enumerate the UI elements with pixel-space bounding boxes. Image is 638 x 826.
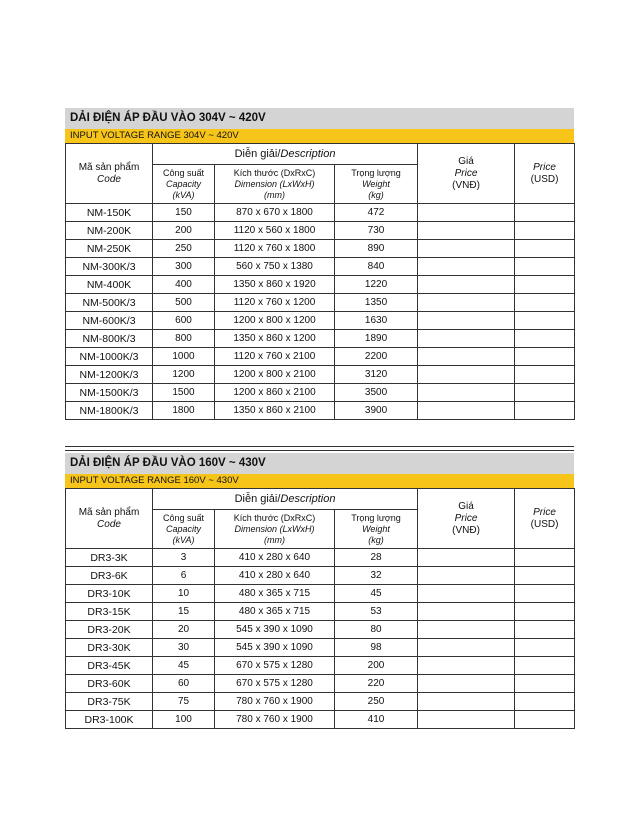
header-price-usd-unit: (USD) — [530, 518, 559, 530]
cell-code: DR3-6K — [66, 567, 153, 585]
cell-price-vnd — [418, 240, 515, 258]
cell-price-usd — [515, 585, 575, 603]
header-dim-en: Dimension (LxWxH) — [234, 523, 315, 534]
header-dim-unit: (mm) — [264, 534, 285, 545]
section-title: DẢI ĐIỆN ÁP ĐẦU VÀO 160V ~ 430V — [65, 453, 574, 474]
cell-capacity: 400 — [153, 276, 215, 294]
cell-price-vnd — [418, 693, 515, 711]
header-price-vnd — [418, 489, 515, 549]
cell-price-usd — [515, 603, 575, 621]
cell-weight: 840 — [335, 258, 418, 276]
header-cap-en: Capacity — [165, 523, 201, 534]
cell-code: NM-250K — [66, 240, 153, 258]
cell-price-usd — [515, 258, 575, 276]
header-wt-vi: Trọng lượng — [351, 512, 401, 523]
cell-price-usd — [515, 294, 575, 312]
table-row — [66, 711, 575, 729]
cell-dimension: 480 x 365 x 715 — [215, 603, 335, 621]
table-row — [66, 549, 575, 567]
header-price-usd-en: Price — [533, 506, 556, 518]
cell-price-usd — [515, 240, 575, 258]
cell-capacity: 200 — [153, 222, 215, 240]
table-row — [66, 240, 575, 258]
table-row — [66, 366, 575, 384]
cell-price-usd — [515, 549, 575, 567]
cell-price-vnd — [418, 675, 515, 693]
table-row — [66, 384, 575, 402]
cell-price-vnd — [418, 384, 515, 402]
header-code-en: Code — [97, 173, 121, 185]
header-wt-vi: Trọng lượng — [351, 167, 401, 178]
cell-code: NM-1800K/3 — [66, 402, 153, 420]
cell-price-usd — [515, 348, 575, 366]
header-cap-vi: Công suất — [162, 167, 205, 178]
cell-price-vnd — [418, 402, 515, 420]
cell-code: NM-1500K/3 — [66, 384, 153, 402]
header-price-vnd-en: Price — [454, 167, 478, 179]
cell-price-vnd — [418, 204, 515, 222]
header-wt-unit: (kg) — [368, 189, 384, 200]
cell-weight: 3500 — [335, 384, 418, 402]
cell-price-vnd — [418, 276, 515, 294]
table-row — [66, 567, 575, 585]
cell-price-usd — [515, 330, 575, 348]
cell-weight: 53 — [335, 603, 418, 621]
cell-weight: 730 — [335, 222, 418, 240]
cell-capacity: 600 — [153, 312, 215, 330]
cell-capacity: 800 — [153, 330, 215, 348]
cell-capacity: 10 — [153, 585, 215, 603]
cell-capacity: 500 — [153, 294, 215, 312]
header-price-vnd-en: Price — [454, 512, 478, 524]
cell-price-usd — [515, 366, 575, 384]
cell-price-usd — [515, 693, 575, 711]
cell-dimension: 1200 x 860 x 2100 — [215, 384, 335, 402]
cell-price-usd — [515, 384, 575, 402]
cell-code: NM-200K — [66, 222, 153, 240]
table-row — [66, 675, 575, 693]
cell-price-vnd — [418, 222, 515, 240]
header-dim-vi: Kích thước (DxRxC) — [233, 512, 316, 523]
header-dimension — [215, 510, 335, 549]
header-desc-en: Description — [280, 493, 336, 505]
header-dimension — [215, 165, 335, 204]
table-row — [66, 621, 575, 639]
table-row — [66, 222, 575, 240]
cell-dimension: 545 x 390 x 1090 — [215, 639, 335, 657]
header-dim-en: Dimension (LxWxH) — [234, 178, 315, 189]
table-row — [66, 258, 575, 276]
cell-price-usd — [515, 621, 575, 639]
cell-price-vnd — [418, 549, 515, 567]
header-wt-en: Weight — [362, 178, 390, 189]
cell-weight: 1220 — [335, 276, 418, 294]
cell-price-usd — [515, 567, 575, 585]
cell-code: NM-1200K/3 — [66, 366, 153, 384]
cell-price-usd — [515, 711, 575, 729]
header-cap-vi: Công suất — [162, 512, 205, 523]
section-subtitle: INPUT VOLTAGE RANGE 304V ~ 420V — [65, 129, 574, 143]
table-row — [66, 402, 575, 420]
cell-code: DR3-30K — [66, 639, 153, 657]
table-row — [66, 204, 575, 222]
cell-code: NM-800K/3 — [66, 330, 153, 348]
header-code-en: Code — [97, 518, 121, 530]
cell-price-usd — [515, 312, 575, 330]
cell-capacity: 15 — [153, 603, 215, 621]
table-row — [66, 294, 575, 312]
table-body — [66, 549, 575, 729]
cell-dimension: 480 x 365 x 715 — [215, 585, 335, 603]
cell-dimension: 670 x 575 x 1280 — [215, 657, 335, 675]
header-price-usd — [515, 144, 575, 204]
table-row — [66, 276, 575, 294]
cell-code: NM-500K/3 — [66, 294, 153, 312]
table-body — [66, 204, 575, 420]
header-dim-unit: (mm) — [264, 189, 285, 200]
table-row — [66, 330, 575, 348]
cell-weight: 80 — [335, 621, 418, 639]
cell-capacity: 300 — [153, 258, 215, 276]
header-dim-vi: Kích thước (DxRxC) — [233, 167, 316, 178]
cell-weight: 32 — [335, 567, 418, 585]
cell-dimension: 870 x 670 x 1800 — [215, 204, 335, 222]
cell-price-usd — [515, 276, 575, 294]
section-divider — [65, 446, 574, 451]
header-description — [153, 489, 418, 510]
header-capacity — [153, 165, 215, 204]
header-wt-unit: (kg) — [368, 534, 384, 545]
cell-price-usd — [515, 675, 575, 693]
table-row — [66, 585, 575, 603]
cell-dimension: 1120 x 760 x 1200 — [215, 294, 335, 312]
cell-dimension: 1120 x 760 x 1800 — [215, 240, 335, 258]
cell-price-vnd — [418, 603, 515, 621]
cell-capacity: 30 — [153, 639, 215, 657]
cell-capacity: 1500 — [153, 384, 215, 402]
header-cap-unit: (kVA) — [172, 189, 195, 200]
cell-price-vnd — [418, 585, 515, 603]
cell-price-vnd — [418, 258, 515, 276]
header-weight — [335, 510, 418, 549]
cell-code: DR3-10K — [66, 585, 153, 603]
header-code-vi: Mã sản phẩm — [78, 161, 140, 173]
cell-code: NM-600K/3 — [66, 312, 153, 330]
header-price-usd-unit: (USD) — [530, 173, 559, 185]
section-304-420 — [65, 108, 574, 420]
cell-dimension: 1350 x 860 x 2100 — [215, 402, 335, 420]
cell-capacity: 1200 — [153, 366, 215, 384]
cell-price-vnd — [418, 711, 515, 729]
cell-capacity: 1000 — [153, 348, 215, 366]
cell-code: DR3-100K — [66, 711, 153, 729]
cell-dimension: 545 x 390 x 1090 — [215, 621, 335, 639]
cell-capacity: 20 — [153, 621, 215, 639]
cell-weight: 2200 — [335, 348, 418, 366]
cell-weight: 98 — [335, 639, 418, 657]
cell-capacity: 60 — [153, 675, 215, 693]
cell-weight: 472 — [335, 204, 418, 222]
cell-weight: 250 — [335, 693, 418, 711]
section-160-430 — [65, 453, 574, 729]
header-wt-en: Weight — [362, 523, 390, 534]
cell-dimension: 560 x 750 x 1380 — [215, 258, 335, 276]
cell-price-vnd — [418, 366, 515, 384]
cell-price-usd — [515, 402, 575, 420]
table-row — [66, 657, 575, 675]
cell-capacity: 100 — [153, 711, 215, 729]
cell-code: DR3-75K — [66, 693, 153, 711]
cell-price-vnd — [418, 294, 515, 312]
section-subtitle: INPUT VOLTAGE RANGE 160V ~ 430V — [65, 474, 574, 488]
table-row — [66, 639, 575, 657]
header-description — [153, 144, 418, 165]
cell-weight: 1630 — [335, 312, 418, 330]
header-code-vi: Mã sản phẩm — [78, 506, 140, 518]
cell-capacity: 150 — [153, 204, 215, 222]
cell-weight: 1890 — [335, 330, 418, 348]
header-cap-unit: (kVA) — [172, 534, 195, 545]
cell-price-vnd — [418, 312, 515, 330]
cell-price-usd — [515, 222, 575, 240]
cell-weight: 890 — [335, 240, 418, 258]
cell-capacity: 250 — [153, 240, 215, 258]
table-row — [66, 603, 575, 621]
header-desc-en: Description — [280, 148, 336, 160]
cell-code: NM-1000K/3 — [66, 348, 153, 366]
header-price-vnd-unit: (VNĐ) — [452, 179, 480, 191]
cell-code: DR3-20K — [66, 621, 153, 639]
cell-weight: 220 — [335, 675, 418, 693]
header-capacity — [153, 510, 215, 549]
cell-code: NM-150K — [66, 204, 153, 222]
cell-code: DR3-3K — [66, 549, 153, 567]
cell-capacity: 3 — [153, 549, 215, 567]
section-title: DẢI ĐIỆN ÁP ĐẦU VÀO 304V ~ 420V — [65, 108, 574, 129]
cell-dimension: 1350 x 860 x 1200 — [215, 330, 335, 348]
cell-weight: 200 — [335, 657, 418, 675]
cell-price-vnd — [418, 330, 515, 348]
header-price-usd — [515, 489, 575, 549]
cell-weight: 3120 — [335, 366, 418, 384]
cell-price-vnd — [418, 348, 515, 366]
cell-weight: 1350 — [335, 294, 418, 312]
cell-price-usd — [515, 639, 575, 657]
header-desc-vi: Diễn giải/ — [234, 493, 281, 505]
cell-weight: 3900 — [335, 402, 418, 420]
cell-code: DR3-45K — [66, 657, 153, 675]
cell-dimension: 1120 x 560 x 1800 — [215, 222, 335, 240]
header-code — [66, 144, 153, 204]
cell-weight: 45 — [335, 585, 418, 603]
header-weight — [335, 165, 418, 204]
header-desc-vi: Diễn giải/ — [234, 148, 281, 160]
cell-price-vnd — [418, 639, 515, 657]
cell-code: NM-400K — [66, 276, 153, 294]
table-row — [66, 312, 575, 330]
header-code — [66, 489, 153, 549]
header-price-vnd-vi: Giá — [458, 500, 474, 512]
cell-dimension: 410 x 280 x 640 — [215, 549, 335, 567]
header-price-usd-en: Price — [533, 161, 556, 173]
header-price-vnd-unit: (VNĐ) — [452, 524, 480, 536]
cell-code: DR3-60K — [66, 675, 153, 693]
cell-price-usd — [515, 657, 575, 675]
table-row — [66, 348, 575, 366]
header-price-vnd-vi: Giá — [458, 155, 474, 167]
cell-dimension: 410 x 280 x 640 — [215, 567, 335, 585]
cell-dimension: 670 x 575 x 1280 — [215, 675, 335, 693]
header-price-vnd — [418, 144, 515, 204]
cell-code: NM-300K/3 — [66, 258, 153, 276]
cell-dimension: 1200 x 800 x 2100 — [215, 366, 335, 384]
cell-dimension: 1120 x 760 x 2100 — [215, 348, 335, 366]
cell-price-vnd — [418, 621, 515, 639]
cell-capacity: 6 — [153, 567, 215, 585]
header-cap-en: Capacity — [165, 178, 201, 189]
cell-dimension: 1350 x 860 x 1920 — [215, 276, 335, 294]
cell-dimension: 1200 x 800 x 1200 — [215, 312, 335, 330]
spec-table — [65, 143, 575, 420]
cell-capacity: 1800 — [153, 402, 215, 420]
table-row — [66, 693, 575, 711]
cell-dimension: 780 x 760 x 1900 — [215, 693, 335, 711]
cell-code: DR3-15K — [66, 603, 153, 621]
cell-price-vnd — [418, 567, 515, 585]
cell-price-usd — [515, 204, 575, 222]
spec-table — [65, 488, 575, 729]
cell-capacity: 45 — [153, 657, 215, 675]
cell-weight: 410 — [335, 711, 418, 729]
cell-weight: 28 — [335, 549, 418, 567]
cell-dimension: 780 x 760 x 1900 — [215, 711, 335, 729]
cell-price-vnd — [418, 657, 515, 675]
cell-capacity: 75 — [153, 693, 215, 711]
